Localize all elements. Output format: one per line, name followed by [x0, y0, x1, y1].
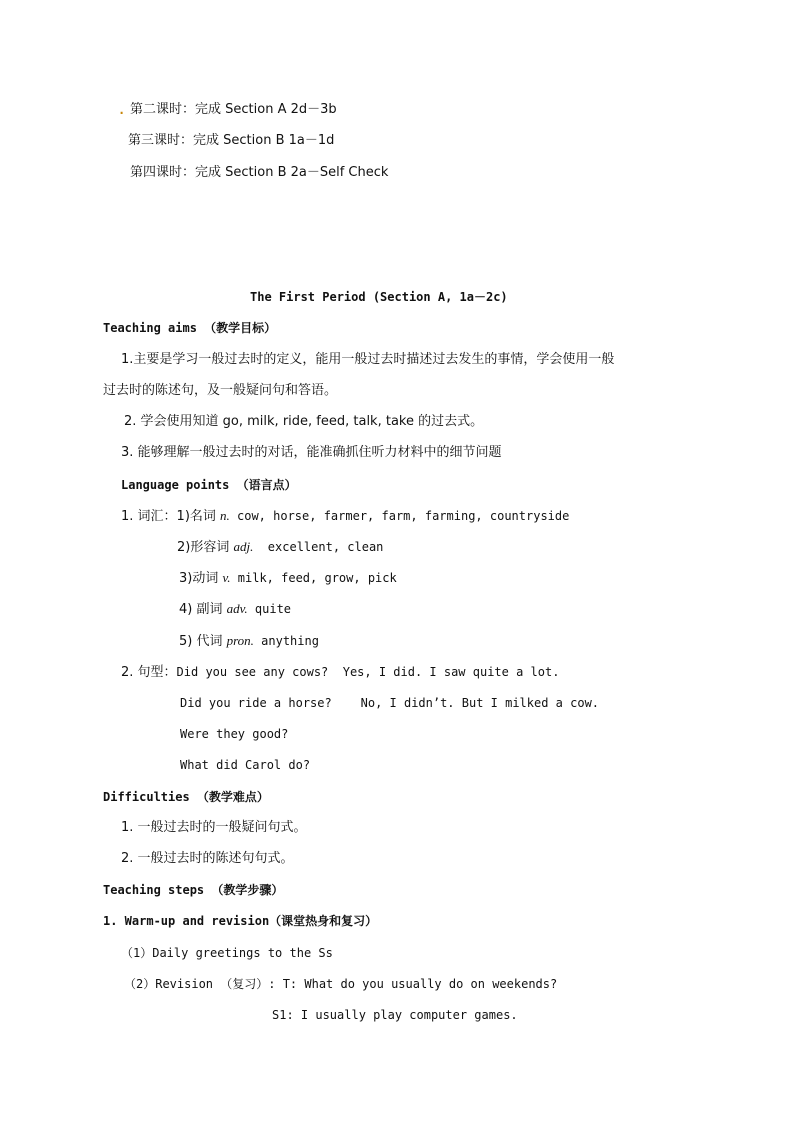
vocab-prefix: 2)形容词 — [177, 540, 234, 555]
sentence-row-2: Did you ride a horse? No, I didn’t. But I milked a cow. — [180, 696, 600, 710]
vocab-prefix: 3)动词 — [179, 571, 223, 586]
sentence-label: 2. 句型： — [121, 665, 177, 680]
vocab-words: excellent, clean — [253, 540, 384, 554]
sentence: Did you see any cows? Yes, I did. I saw quite a lot. — [176, 665, 560, 679]
teaching-steps-heading: Teaching steps （教学步骤） — [103, 883, 284, 897]
vocab-label: 1. 词汇： — [121, 509, 177, 524]
vocab-words: cow, horse, farmer, farm, farming, countryside — [229, 509, 570, 523]
vocab-abbr: v. — [222, 570, 231, 585]
schedule-line-3: 第三课时：完成 Section B 1a－1d — [128, 133, 335, 148]
vocab-abbr: adj. — [233, 539, 254, 554]
step-1-sub-2: （2）Revision （复习）: T: What do you usually do on weekends? — [124, 977, 558, 991]
vocab-row-3 — [179, 570, 397, 587]
vocab-words: quite — [247, 602, 292, 616]
schedule-line-4: 第四课时：完成 Section B 2a－Self Check — [130, 165, 389, 180]
sentence-row-3: Were they good? — [180, 727, 289, 741]
aim-1-line-1: 1.主要是学习一般过去时的定义，能用一般过去时描述过去发生的事情，学会使用一般 — [121, 352, 615, 367]
aim-3: 3. 能够理解一般过去时的对话，能准确抓住听力材料中的细节问题 — [121, 445, 502, 460]
vocab-prefix: 4) 副词 — [179, 602, 227, 617]
sentence-row-1 — [121, 664, 559, 681]
vocab-words: milk, feed, grow, pick — [230, 571, 397, 585]
vocab-row-4 — [179, 601, 291, 618]
vocab-row-5 — [179, 633, 319, 650]
vocab-prefix: 5) 代词 — [179, 634, 227, 649]
bullet-marker: . — [118, 103, 126, 117]
schedule-line-2: 第二课时：完成 Section A 2d－3b — [130, 102, 337, 117]
vocab-prefix: 1)名词 — [176, 509, 221, 524]
difficulty-2: 2. 一般过去时的陈述句句式。 — [121, 851, 294, 866]
sentence-row-4: What did Carol do? — [180, 758, 311, 772]
aim-2: 2. 学会使用知道 go, milk, ride, feed, talk, take 的过去式。 — [124, 414, 484, 429]
difficulties-heading: Difficulties （教学难点） — [103, 790, 269, 804]
vocab-abbr: n. — [220, 508, 230, 523]
language-points-heading: Language points （语言点） — [121, 478, 297, 492]
aim-1-line-2: 过去时的陈述句，及一般疑问句和答语。 — [103, 383, 338, 398]
period-title: The First Period (Section A, 1a－2c) — [250, 290, 508, 304]
teaching-aims-heading: Teaching aims （教学目标） — [103, 321, 277, 335]
step-1-sub-1: （1）Daily greetings to the Ss — [121, 946, 333, 960]
vocab-words: anything — [253, 634, 319, 648]
difficulty-1: 1. 一般过去时的一般疑问句式。 — [121, 820, 307, 835]
vocab-row-1 — [121, 508, 569, 525]
step-1-heading: 1. Warm-up and revision（课堂热身和复习） — [103, 914, 378, 928]
vocab-abbr: adv. — [226, 601, 248, 616]
vocab-abbr: pron. — [226, 633, 254, 648]
vocab-row-2 — [177, 539, 383, 556]
step-1-sub-2-answer: S1: I usually play computer games. — [272, 1008, 518, 1022]
